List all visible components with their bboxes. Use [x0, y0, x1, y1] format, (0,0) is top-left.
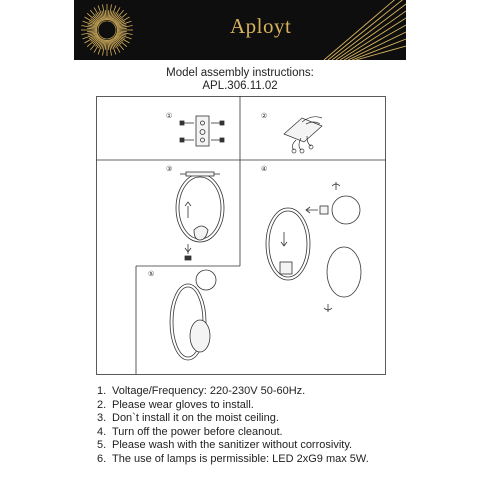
- step-number-3: ③: [166, 165, 173, 173]
- document-title: Model assembly instructions:: [166, 67, 314, 79]
- instruction-item: 4. Turn off the power before cleanout.: [97, 425, 283, 438]
- instruction-item: 1. Voltage/Frequency: 220-230V 50-60Hz.: [97, 385, 306, 397]
- assembly-diagram: [96, 96, 386, 376]
- step-number-2: ②: [261, 112, 268, 120]
- step-number-1: ①: [166, 112, 173, 120]
- step2-wiring-icon: [284, 117, 322, 153]
- step-number-4: ④: [261, 165, 268, 173]
- step5-assembled-lamp-icon: [170, 270, 216, 360]
- step-number-5: ⑤: [148, 270, 155, 278]
- model-number: APL.306.11.02: [202, 80, 278, 92]
- step4-ring-globe-icon: [266, 182, 361, 312]
- header-banner: [74, 0, 406, 60]
- instructions-list: [97, 385, 369, 466]
- step3-ring-frame-icon: [176, 172, 224, 260]
- brand-logo-text: Aployt: [230, 14, 292, 38]
- diagram-frame: [97, 97, 386, 375]
- instruction-item: 6. The use of lamps is permissible: LED 2xG9 max 5W.: [97, 452, 369, 465]
- instruction-item: 3. Don`t install it on the moist ceiling.: [97, 412, 279, 424]
- step1-mounting-plate-icon: [180, 116, 224, 146]
- instruction-item: 2. Please wear gloves to install.: [97, 398, 254, 411]
- instruction-item: 5. Please wash with the sanitizer without corrosivity.: [97, 439, 353, 451]
